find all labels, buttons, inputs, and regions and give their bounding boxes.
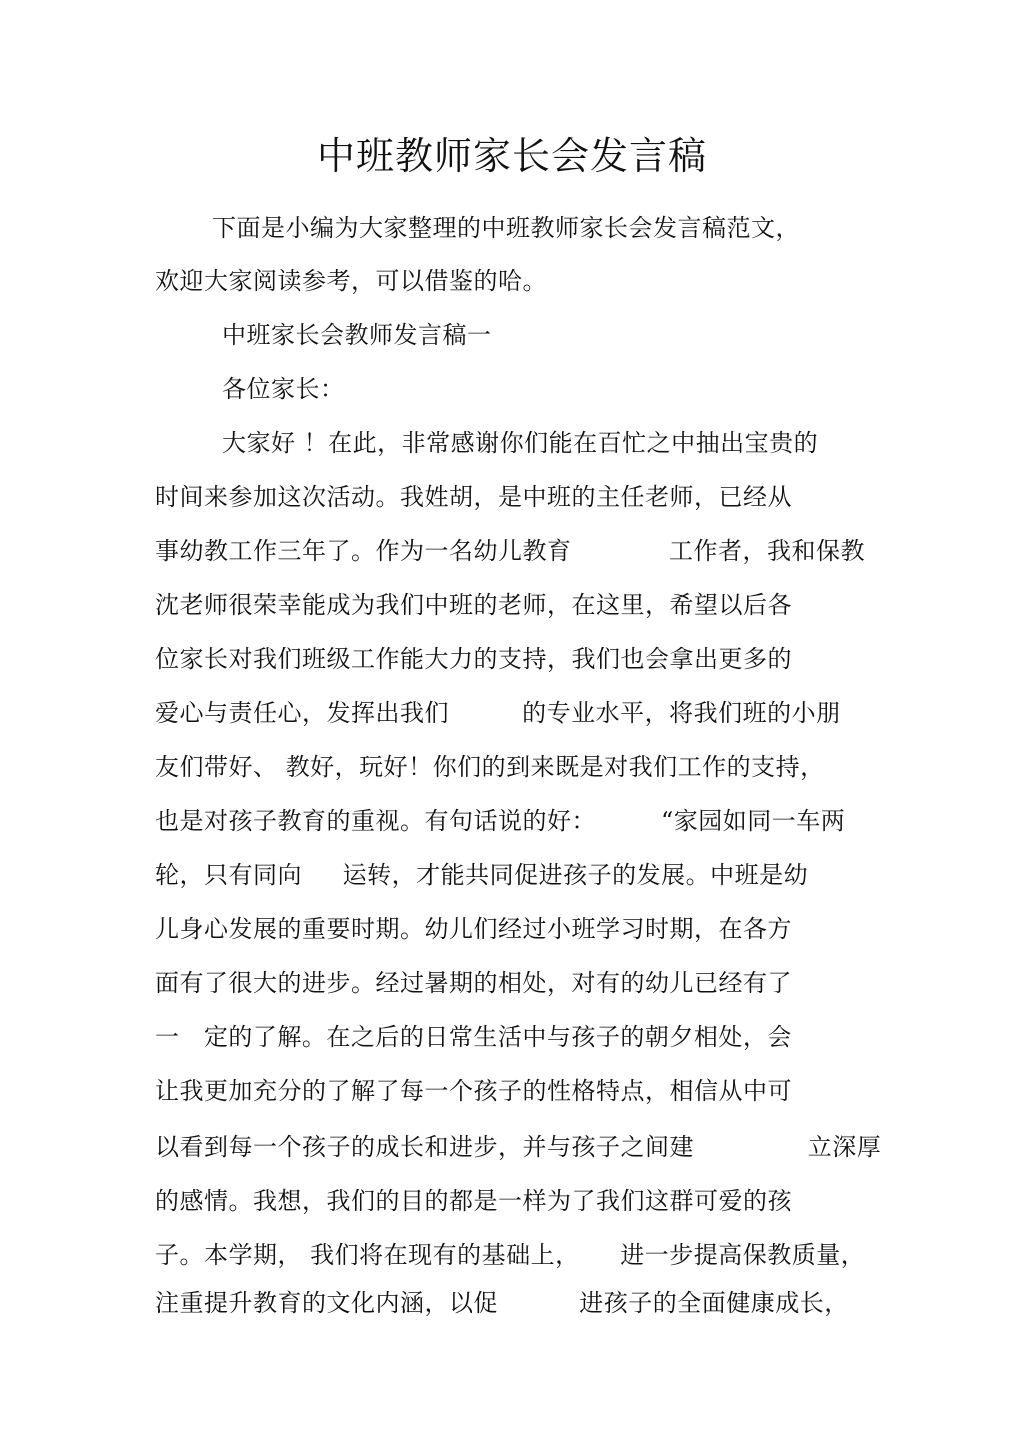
paragraph-line: 面有了很大的进步。经过暑期的相处，对有的幼儿已经有了 — [155, 969, 792, 997]
paragraph-line: 轮，只有同向 运转，才能共同促进孩子的发展。中班是幼 — [155, 861, 809, 889]
section-heading: 中班家长会教师发言稿一 — [222, 321, 492, 349]
paragraph-line: 大家好 ！在此，非常感谢你们能在百忙之中抽出宝贵的 — [222, 429, 819, 457]
paragraph-line: 友们带好、 教好，玩好！你们的到来既是对我们工作的支持， — [155, 753, 825, 781]
paragraph-line: 沈老师很荣幸能成为我们中班的老师，在这里，希望以后各 — [155, 591, 792, 619]
paragraph-line: 位家长对我们班级工作能大力的支持，我们也会拿出更多的 — [155, 645, 792, 673]
paragraph-line: 欢迎大家阅读参考，可以借鉴的哈。 — [155, 267, 547, 295]
paragraph-line: 注重提升教育的文化内涵，以促 进孩子的全面健康成长， — [155, 1289, 849, 1317]
paragraph-line: 下面是小编为大家整理的中班教师家长会发言稿范文， — [212, 214, 800, 242]
salutation: 各位家长： — [222, 375, 345, 403]
paragraph-line: 儿身心发展的重要时期。幼儿们经过小班学习时期，在各方 — [155, 915, 792, 943]
paragraph-line: 爱心与责任心，发挥出我们 的专业水平，将我们班的小朋 — [155, 699, 841, 727]
paragraph-line: 一 定的了解。在之后的日常生活中与孩子的朝夕相处，会 — [155, 1023, 792, 1051]
paragraph-line: 事幼教工作三年了。作为一名幼儿教育 工作者，我和保教 — [155, 537, 866, 565]
paragraph-line: 的感情。我想，我们的目的都是一样为了我们这群可爱的孩 — [155, 1187, 792, 1215]
paragraph-line: 子。本学期， 我们将在现有的基础上， 进一步提高保教质量， — [155, 1241, 866, 1269]
paragraph-line: 以看到每一个孩子的成长和进步，并与孩子之间建 立深厚 — [155, 1133, 882, 1161]
paragraph-line: 让我更加充分的了解了每一个孩子的性格特点，相信从中可 — [155, 1077, 792, 1105]
document-title: 中班教师家长会发言稿 — [316, 134, 707, 178]
paragraph-line: 也是对孩子教育的重视。有句话说的好： “家园如同一车两 — [155, 807, 846, 835]
paragraph-line: 时间来参加这次活动。我姓胡，是中班的主任老师，已经从 — [155, 483, 792, 511]
